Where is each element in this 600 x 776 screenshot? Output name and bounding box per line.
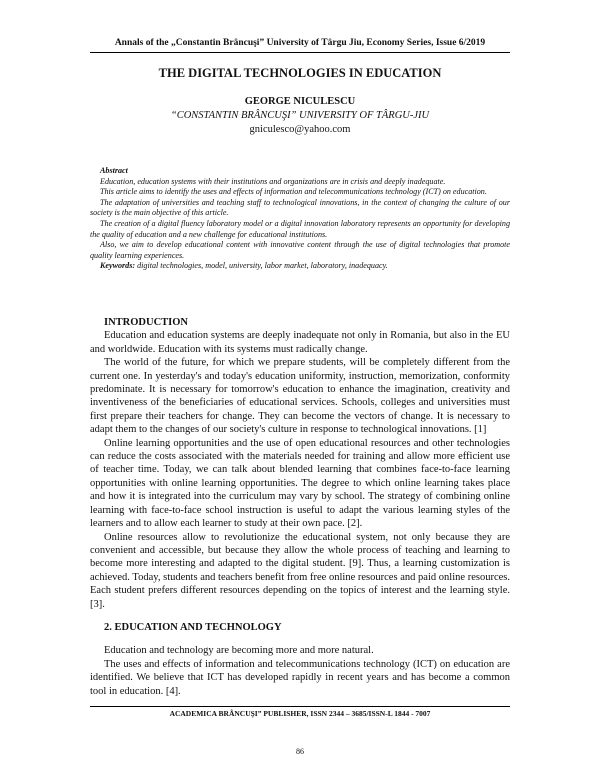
section-heading-introduction: INTRODUCTION <box>104 317 189 328</box>
body-paragraph: Online learning opportunities and the use of open educational resources and other technologies can reduce the costs associated with the materials needed for training and allow more efficient use of teacher time. Today, we can talk about blended learning that combines face-to-face learning opportunities with online learning opportunities. The degree to which online learning takes place and how it is integrated into the curriculum may vary by school. The strategy of combining online learning with face-to-face school instruction is useful to adapt the various learning styles of the learners and to allow each learner to study at their own pace. [2]. <box>90 437 510 530</box>
footer-rule <box>90 706 510 707</box>
article-body <box>90 316 510 698</box>
keywords-label: Keywords: <box>100 261 136 271</box>
paper-title: THE DIGITAL TECHNOLOGIES IN EDUCATION <box>158 66 442 80</box>
abstract-paragraph: The adaptation of universities and teaching staff to technological innovations, in the context of changing the culture of our society is the main objective of this article. <box>90 197 510 218</box>
body-paragraph: Education and education systems are deeply inadequate not only in Romania, but also in the EU and worldwide. Education with its systems must radically change. <box>90 330 510 355</box>
abstract-paragraph: The creation of a digital fluency laboratory model or a digital innovation laboratory represents an opportunity for developing the quality of education and a new challenge for educational institutions. <box>90 218 510 239</box>
abstract <box>90 166 510 272</box>
abstract-paragraph: This article aims to identify the uses and effects of information and telecommunications technology (ICT) on education. <box>100 187 487 197</box>
author-name: GEORGE NICULESCU <box>244 96 356 107</box>
body-paragraph: The world of the future, for which we prepare students, will be completely different from the current one. In yesterday's and today's education uniformity, instruction, memorization, conformity predominate. It is necessary for tomorrow's education to enhance the imagination, creativity and inventiveness of the beneficiaries of educational services. Schools, colleges and universities must first prepare their teachers for change. They can become the vectors of change. It is necessary to adapt them to the changes of our society's culture in response to technological innovations. [1] <box>90 357 510 436</box>
body-paragraph: Online resources allow to revolutionize the educational system, not only because they are convenient and accessible, but because they allow the whole process of teaching and learning to become more interesting and adapted to the digital student. [9]. Thus, a learning customization is achieved. Today, students and teachers benefit from free online resources and paid online resources. Each student prefers different resources depending on the topics of interest and the learning style. [3]. <box>90 531 510 610</box>
abstract-label: Abstract <box>100 166 128 175</box>
keywords-line <box>90 261 510 272</box>
abstract-paragraph: Also, we aim to develop educational content with innovative content through the use of digital technologies that promote quality learning experiences. <box>90 240 510 260</box>
author-email[interactable]: gniculesco@yahoo.com <box>249 124 351 135</box>
section-heading-education-technology: 2. EDUCATION AND TECHNOLOGY <box>104 621 282 633</box>
keywords-text: digital technologies, model, university, labor market, laboratory, inadequacy. <box>137 261 388 271</box>
running-head: Annals of the „Constantin Brâncuşi” University of Târgu Jiu, Economy Series, Issue 6/2019 <box>114 38 486 48</box>
page-number: 86 <box>296 747 304 756</box>
abstract-paragraph: Education, education systems with their institutions and organizations are in crisis and deeply inadequate. <box>100 176 446 186</box>
publisher-footer: ACADEMICA BRÂNCUŞI” PUBLISHER, ISSN 2344 – 3685/ISSN-L 1844 - 7007 <box>169 709 431 718</box>
header-rule <box>90 52 510 53</box>
body-paragraph: The uses and effects of information and telecommunications technology (ICT) on education are identified. We believe that ICT has developed rapidly in recent years and has become a common tool in education. [4]. <box>90 658 510 697</box>
body-paragraph: Education and technology are becoming more and more natural. <box>104 645 374 657</box>
author-affiliation: “CONSTANTIN BRÂNCUŞI” UNIVERSITY OF TÂRGU-JIU <box>170 110 430 121</box>
